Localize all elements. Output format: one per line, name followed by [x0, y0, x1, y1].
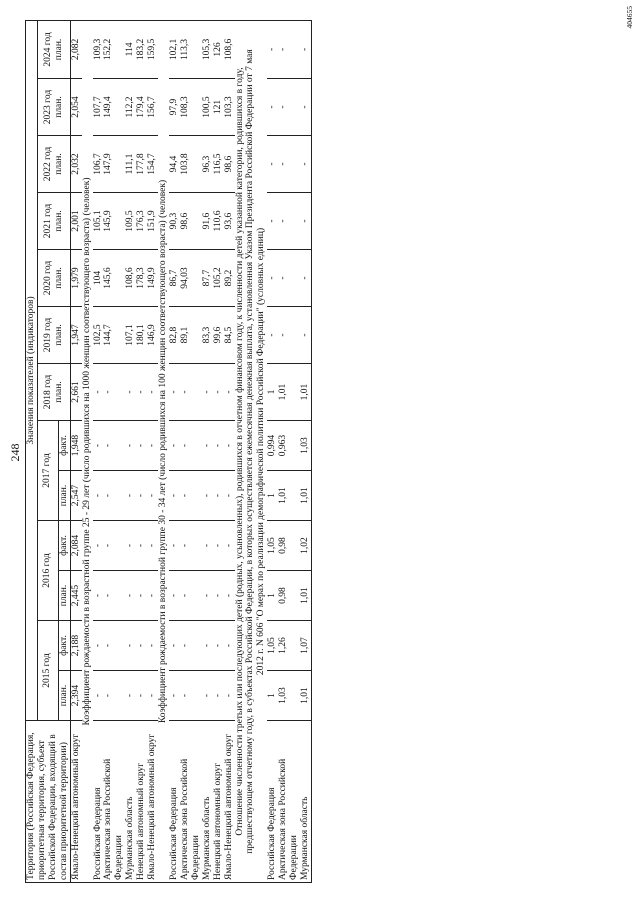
row-value-cell: 2,032: [70, 136, 81, 193]
row-value-cell: -: [147, 621, 158, 671]
row-value-cell: 82,8: [169, 307, 180, 364]
row-territory-name: Российская Федерация: [267, 721, 278, 883]
row-value-cell: -: [136, 521, 147, 571]
row-value-cell: 105,1: [93, 193, 104, 250]
row-value-cell: 1,979: [70, 250, 81, 307]
row-value-cell: 1,03: [300, 421, 311, 471]
row-value-cell: -: [125, 364, 136, 421]
row-territory-name: Арктическая зона Российской Федерации: [278, 721, 300, 883]
row-value-cell: -: [213, 621, 224, 671]
row-value-cell: 114: [125, 20, 136, 78]
row-value-cell: -: [300, 307, 311, 364]
row-value-cell: -: [278, 136, 300, 193]
row-value-cell: -: [278, 193, 300, 250]
row-value-cell: 87,7: [202, 250, 213, 307]
row-value-cell: -: [93, 621, 104, 671]
row-value-cell: -: [125, 521, 136, 571]
header-fact-2016: факт.: [58, 521, 70, 571]
row-value-cell: 154,7: [147, 136, 158, 193]
row-value-cell: 1,01: [300, 571, 311, 621]
row-value-cell: -: [136, 671, 147, 721]
header-year-2019: 2019 год план.: [37, 307, 70, 364]
row-value-cell: -: [180, 621, 202, 671]
row-value-cell: 149,9: [147, 250, 158, 307]
header-fact-2017: факт.: [58, 421, 70, 471]
row-value-cell: -: [180, 521, 202, 571]
row-value-cell: -: [213, 421, 224, 471]
row-value-cell: 146,9: [147, 307, 158, 364]
row-value-cell: 107,7: [93, 79, 104, 136]
row-value-cell: 0,98: [278, 571, 300, 621]
row-value-cell: 176,3: [136, 193, 147, 250]
row-value-cell: 106,7: [93, 136, 104, 193]
row-value-cell: 1,26: [278, 621, 300, 671]
page-number: 248: [8, 443, 22, 462]
row-value-cell: -: [267, 20, 278, 78]
row-value-cell: 105,3: [202, 20, 213, 78]
table-row: [93, 20, 104, 882]
row-value-cell: -: [267, 307, 278, 364]
row-value-cell: 90,3: [169, 193, 180, 250]
row-value-cell: -: [147, 364, 158, 421]
row-value-cell: 100,5: [202, 79, 213, 136]
section-caption: Отношение численности третьих или последующих детей (родных, усыновленных), родившихся в отчетном финансовом году, к численности детей указанной категории, родившихся в году, предшествующем отчетному году, в субъектах Российской Федерации, в которых осуществляется ежемесячная денежная выплата, установленная Указом Президента Российской Федерации от 7 мая 2012 г. N 606 "О мерах по реализации демографической политики Российской Федерации" (условных единиц): [235, 20, 268, 882]
row-value-cell: 102,1: [169, 20, 180, 78]
row-value-cell: 1,07: [300, 621, 311, 671]
row-value-cell: 2,394: [70, 671, 81, 721]
row-value-cell: -: [278, 250, 300, 307]
row-value-cell: -: [147, 521, 158, 571]
row-value-cell: -: [103, 521, 125, 571]
row-value-cell: 94,03: [180, 250, 202, 307]
row-value-cell: 151,9: [147, 193, 158, 250]
table-row: [125, 20, 136, 882]
row-value-cell: -: [93, 571, 104, 621]
row-value-cell: 159,5: [147, 20, 158, 78]
table-row: [224, 20, 235, 882]
row-value-cell: 1: [267, 671, 278, 721]
row-value-cell: 152,2: [103, 20, 125, 78]
row-value-cell: 98,6: [180, 193, 202, 250]
row-value-cell: 1,01: [278, 364, 300, 421]
row-value-cell: -: [180, 471, 202, 521]
row-value-cell: 112,2: [125, 79, 136, 136]
section-caption-row: [235, 20, 268, 882]
table-row: [278, 20, 300, 882]
row-value-cell: -: [300, 136, 311, 193]
row-value-cell: -: [169, 671, 180, 721]
table-body: [70, 20, 311, 882]
row-value-cell: -: [103, 571, 125, 621]
row-value-cell: 2,084: [70, 521, 81, 571]
row-value-cell: -: [202, 571, 213, 621]
row-value-cell: -: [202, 621, 213, 671]
table-row: [267, 20, 278, 882]
header-plan-2017: план.: [58, 471, 70, 521]
row-value-cell: -: [136, 421, 147, 471]
row-value-cell: 178,3: [136, 250, 147, 307]
row-value-cell: -: [93, 671, 104, 721]
row-value-cell: -: [136, 571, 147, 621]
header-year-2021: 2021 год план.: [37, 193, 70, 250]
header-year-2024: 2024 год план.: [37, 20, 70, 78]
row-value-cell: 1,947: [70, 307, 81, 364]
row-value-cell: 1,01: [300, 671, 311, 721]
row-value-cell: 145,6: [103, 250, 125, 307]
row-value-cell: -: [224, 671, 235, 721]
row-value-cell: -: [147, 571, 158, 621]
row-value-cell: 177,8: [136, 136, 147, 193]
row-value-cell: 91,6: [202, 193, 213, 250]
row-territory-name: Ямало-Ненецкий автономный округ: [224, 721, 235, 883]
header-indicator-values: Значения показателей (индикаторов): [26, 20, 38, 720]
row-value-cell: -: [267, 250, 278, 307]
row-value-cell: 1: [267, 471, 278, 521]
row-value-cell: -: [147, 471, 158, 521]
row-value-cell: -: [136, 471, 147, 521]
row-value-cell: -: [125, 621, 136, 671]
row-value-cell: -: [224, 471, 235, 521]
table-row: [213, 20, 224, 882]
table-row: [103, 20, 125, 882]
row-value-cell: 179,4: [136, 79, 147, 136]
row-value-cell: 183,2: [136, 20, 147, 78]
row-value-cell: 1,948: [70, 421, 81, 471]
row-value-cell: 109,3: [93, 20, 104, 78]
row-value-cell: -: [267, 193, 278, 250]
row-value-cell: -: [103, 421, 125, 471]
row-value-cell: 0,994: [267, 421, 278, 471]
row-value-cell: 2,082: [70, 20, 81, 78]
row-value-cell: 2,661: [70, 364, 81, 421]
row-value-cell: -: [180, 364, 202, 421]
row-value-cell: -: [169, 421, 180, 471]
row-value-cell: -: [202, 671, 213, 721]
row-value-cell: 113,3: [180, 20, 202, 78]
row-value-cell: -: [93, 364, 104, 421]
header-year-2016: 2016 год: [37, 521, 58, 621]
row-value-cell: -: [103, 621, 125, 671]
row-value-cell: 104: [93, 250, 104, 307]
row-value-cell: 86,7: [169, 250, 180, 307]
row-value-cell: 94,4: [169, 136, 180, 193]
row-value-cell: 96,3: [202, 136, 213, 193]
row-value-cell: 2,188: [70, 621, 81, 671]
row-value-cell: -: [125, 421, 136, 471]
header-year-2022: 2022 год план.: [37, 136, 70, 193]
row-value-cell: -: [202, 364, 213, 421]
row-value-cell: -: [213, 364, 224, 421]
row-value-cell: 1,03: [278, 671, 300, 721]
header-year-2015: 2015 год: [37, 621, 58, 721]
row-value-cell: -: [103, 671, 125, 721]
header-territory: Территория (Российская Федерация, приоритетная территория, субъект Российской Федерации, входящий в состав приоритетной территории): [26, 721, 71, 883]
row-value-cell: -: [125, 471, 136, 521]
table-row: [169, 20, 180, 882]
row-value-cell: -: [180, 421, 202, 471]
row-value-cell: 98,6: [224, 136, 235, 193]
row-value-cell: 0,963: [278, 421, 300, 471]
row-value-cell: 109,5: [125, 193, 136, 250]
row-value-cell: 147,9: [103, 136, 125, 193]
row-territory-name: Российская Федерация: [169, 721, 180, 883]
row-value-cell: -: [169, 571, 180, 621]
header-fact-2015: факт.: [58, 621, 70, 671]
row-value-cell: 126: [213, 20, 224, 78]
row-territory-name: Ямало-Ненецкий автономный округ: [70, 721, 81, 883]
document-stamp: 404655: [625, 6, 634, 29]
row-value-cell: -: [202, 421, 213, 471]
indicator-table: [25, 20, 312, 883]
section-caption: Коэффициент рождаемости в возрастной группе 25 - 29 лет (число родившихся на 1000 женщин соответствующего возраста) (человек): [82, 20, 93, 882]
row-value-cell: -: [169, 471, 180, 521]
row-value-cell: 97,9: [169, 79, 180, 136]
row-value-cell: -: [278, 20, 300, 78]
row-value-cell: -: [169, 521, 180, 571]
table-row: [147, 20, 158, 882]
row-value-cell: -: [103, 471, 125, 521]
row-value-cell: 1: [267, 571, 278, 621]
table-row: [70, 20, 81, 882]
row-value-cell: -: [202, 521, 213, 571]
row-value-cell: -: [93, 521, 104, 571]
row-value-cell: -: [125, 671, 136, 721]
row-value-cell: -: [213, 571, 224, 621]
row-value-cell: 84,5: [224, 307, 235, 364]
table-row: [136, 20, 147, 882]
row-value-cell: -: [267, 79, 278, 136]
row-territory-name: Мурманская область: [300, 721, 311, 883]
row-territory-name: Арктическая зона Российской Федерации: [180, 721, 202, 883]
header-year-2023: 2023 год план.: [37, 79, 70, 136]
row-value-cell: -: [136, 364, 147, 421]
row-territory-name: Ямало-Ненецкий автономный округ: [147, 721, 158, 883]
row-value-cell: -: [224, 571, 235, 621]
row-value-cell: 107,1: [125, 307, 136, 364]
row-value-cell: -: [300, 193, 311, 250]
header-year-2017: 2017 год: [37, 421, 58, 521]
row-territory-name: Мурманская область: [125, 721, 136, 883]
section-caption-row: [82, 20, 93, 882]
row-value-cell: -: [93, 471, 104, 521]
row-territory-name: Ненецкий автономный округ: [136, 721, 147, 883]
table-row: [300, 20, 311, 882]
row-value-cell: 144,7: [103, 307, 125, 364]
row-value-cell: 83,3: [202, 307, 213, 364]
row-value-cell: 121: [213, 79, 224, 136]
table-row: [180, 20, 202, 882]
row-value-cell: 1: [267, 364, 278, 421]
row-territory-name: Ненецкий автономный округ: [213, 721, 224, 883]
row-value-cell: 108,6: [224, 20, 235, 78]
row-value-cell: 2,547: [70, 471, 81, 521]
row-value-cell: -: [213, 471, 224, 521]
row-value-cell: -: [147, 421, 158, 471]
row-value-cell: 89,1: [180, 307, 202, 364]
header-plan-2015: план.: [58, 671, 70, 721]
row-value-cell: 102,5: [93, 307, 104, 364]
row-value-cell: -: [300, 79, 311, 136]
row-value-cell: -: [267, 136, 278, 193]
row-value-cell: -: [300, 20, 311, 78]
row-value-cell: 149,4: [103, 79, 125, 136]
row-value-cell: -: [180, 571, 202, 621]
row-value-cell: 105,2: [213, 250, 224, 307]
row-value-cell: 2,001: [70, 193, 81, 250]
row-value-cell: -: [213, 521, 224, 571]
row-value-cell: 1,01: [300, 471, 311, 521]
row-territory-name: Российская Федерация: [93, 721, 104, 883]
section-caption: Коэффициент рождаемости в возрастной группе 30 - 34 лет (число родившихся на 100 женщин соответствующего возраста) (человек): [158, 20, 169, 882]
header-year-2018: 2018 год план.: [37, 364, 70, 421]
row-value-cell: -: [224, 621, 235, 671]
row-territory-name: Арктическая зона Российской Федерации: [103, 721, 125, 883]
row-value-cell: -: [278, 79, 300, 136]
row-value-cell: -: [103, 364, 125, 421]
row-value-cell: -: [180, 671, 202, 721]
row-value-cell: 116,5: [213, 136, 224, 193]
row-value-cell: 156,7: [147, 79, 158, 136]
row-value-cell: 111,1: [125, 136, 136, 193]
row-value-cell: 2,054: [70, 79, 81, 136]
row-value-cell: 93,6: [224, 193, 235, 250]
header-year-2020: 2020 год план.: [37, 250, 70, 307]
row-value-cell: 108,6: [125, 250, 136, 307]
row-value-cell: 99,6: [213, 307, 224, 364]
row-value-cell: 89,2: [224, 250, 235, 307]
section-caption-row: [158, 20, 169, 882]
row-value-cell: -: [278, 307, 300, 364]
row-value-cell: 180,1: [136, 307, 147, 364]
row-value-cell: 145,9: [103, 193, 125, 250]
row-value-cell: -: [169, 364, 180, 421]
row-value-cell: -: [224, 364, 235, 421]
row-value-cell: 0,98: [278, 521, 300, 571]
row-value-cell: -: [93, 421, 104, 471]
row-value-cell: -: [213, 671, 224, 721]
row-value-cell: -: [169, 621, 180, 671]
row-value-cell: -: [224, 521, 235, 571]
row-territory-name: Мурманская область: [202, 721, 213, 883]
row-value-cell: -: [147, 671, 158, 721]
row-value-cell: 1,05: [267, 621, 278, 671]
row-value-cell: 2,445: [70, 571, 81, 621]
row-value-cell: -: [224, 421, 235, 471]
row-value-cell: -: [136, 621, 147, 671]
row-value-cell: -: [202, 471, 213, 521]
row-value-cell: 103,8: [180, 136, 202, 193]
table-header: [26, 20, 71, 882]
row-value-cell: 108,3: [180, 79, 202, 136]
row-value-cell: 110,6: [213, 193, 224, 250]
row-value-cell: 1,01: [278, 471, 300, 521]
row-value-cell: -: [300, 250, 311, 307]
row-value-cell: 103,3: [224, 79, 235, 136]
row-value-cell: -: [125, 571, 136, 621]
row-value-cell: 1,02: [300, 521, 311, 571]
row-value-cell: 1,05: [267, 521, 278, 571]
header-plan-2016: план.: [58, 571, 70, 621]
table-row: [202, 20, 213, 882]
row-value-cell: 1,01: [300, 364, 311, 421]
